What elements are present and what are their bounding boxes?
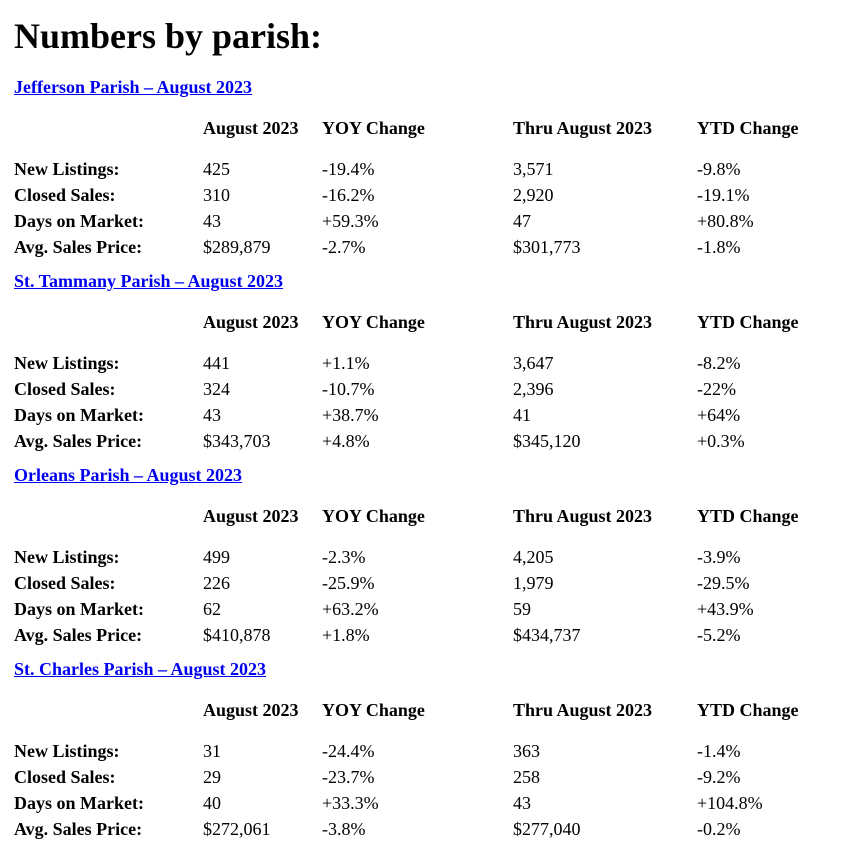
cell-value: -2.3% <box>322 547 366 567</box>
col-header-thru-august-2023: Thru August 2023 <box>513 506 653 526</box>
cell-value: -25.9% <box>322 573 375 593</box>
col-header-yoy-change: YOY Change <box>322 506 425 526</box>
cell-value: +0.3% <box>697 431 745 451</box>
cell-value: -23.7% <box>322 767 375 787</box>
row-label-new-listings: New Listings: <box>14 159 120 179</box>
section-st-tammany-parish <box>14 271 836 454</box>
cell-value: $272,061 <box>203 819 271 839</box>
cell-value: +104.8% <box>697 793 763 813</box>
cell-value: -3.8% <box>322 819 366 839</box>
cell-value: 425 <box>203 159 230 179</box>
cell-value: $410,878 <box>203 625 271 645</box>
cell-value: 4,205 <box>513 547 554 567</box>
cell-value: 43 <box>203 405 221 425</box>
row-label-avg-sales-price: Avg. Sales Price: <box>14 431 143 451</box>
cell-value: -10.7% <box>322 379 375 399</box>
cell-value: +80.8% <box>697 211 754 231</box>
table-row <box>14 208 836 234</box>
table-header-row <box>14 118 836 139</box>
cell-value: +38.7% <box>322 405 379 425</box>
cell-value: +43.9% <box>697 599 754 619</box>
cell-value: 324 <box>203 379 230 399</box>
cell-value: -3.9% <box>697 547 741 567</box>
cell-value: +63.2% <box>322 599 379 619</box>
cell-value: $345,120 <box>513 431 581 451</box>
row-label-days-on-market: Days on Market: <box>14 405 144 425</box>
cell-value: 43 <box>203 211 221 231</box>
row-label-avg-sales-price: Avg. Sales Price: <box>14 819 143 839</box>
cell-value: -9.2% <box>697 767 741 787</box>
table-row <box>14 596 836 622</box>
parish-link-st-charles[interactable]: St. Charles Parish – August 2023 <box>14 659 267 679</box>
col-header-ytd-change: YTD Change <box>697 118 799 138</box>
cell-value: 2,920 <box>513 185 554 205</box>
row-label-new-listings: New Listings: <box>14 547 120 567</box>
cell-value: 29 <box>203 767 221 787</box>
col-header-august-2023: August 2023 <box>203 700 299 720</box>
cell-value: +1.8% <box>322 625 370 645</box>
cell-value: +64% <box>697 405 741 425</box>
parish-link-jefferson[interactable]: Jefferson Parish – August 2023 <box>14 77 252 97</box>
row-label-new-listings: New Listings: <box>14 353 120 373</box>
cell-value: -1.8% <box>697 237 741 257</box>
table-row <box>14 402 836 428</box>
cell-value: +33.3% <box>322 793 379 813</box>
cell-value: 62 <box>203 599 221 619</box>
cell-value: 258 <box>513 767 540 787</box>
section-orleans-parish <box>14 465 836 648</box>
cell-value: -2.7% <box>322 237 366 257</box>
cell-value: -5.2% <box>697 625 741 645</box>
col-header-thru-august-2023: Thru August 2023 <box>513 118 653 138</box>
cell-value: $434,737 <box>513 625 581 645</box>
cell-value: -19.1% <box>697 185 750 205</box>
table-row <box>14 182 836 208</box>
table-row <box>14 350 836 376</box>
cell-value: -29.5% <box>697 573 750 593</box>
cell-value: 2,396 <box>513 379 554 399</box>
table-row <box>14 570 836 596</box>
col-header-thru-august-2023: Thru August 2023 <box>513 700 653 720</box>
table-header-row <box>14 506 836 527</box>
table-row <box>14 738 836 764</box>
col-header-august-2023: August 2023 <box>203 506 299 526</box>
cell-value: 1,979 <box>513 573 554 593</box>
section-st-charles-parish <box>14 659 836 842</box>
cell-value: 441 <box>203 353 230 373</box>
cell-value: 31 <box>203 741 221 761</box>
col-header-yoy-change: YOY Change <box>322 118 425 138</box>
table-row <box>14 428 836 454</box>
cell-value: 363 <box>513 741 540 761</box>
table-row <box>14 544 836 570</box>
col-header-ytd-change: YTD Change <box>697 312 799 332</box>
row-label-days-on-market: Days on Market: <box>14 211 144 231</box>
cell-value: 40 <box>203 793 221 813</box>
row-label-new-listings: New Listings: <box>14 741 120 761</box>
cell-value: 499 <box>203 547 230 567</box>
cell-value: -1.4% <box>697 741 741 761</box>
row-label-closed-sales: Closed Sales: <box>14 185 116 205</box>
table-row <box>14 816 836 842</box>
table-header-row <box>14 312 836 333</box>
cell-value: 310 <box>203 185 230 205</box>
cell-value: -19.4% <box>322 159 375 179</box>
col-header-august-2023: August 2023 <box>203 118 299 138</box>
cell-value: 3,571 <box>513 159 554 179</box>
row-label-closed-sales: Closed Sales: <box>14 379 116 399</box>
cell-value: +4.8% <box>322 431 370 451</box>
parish-link-orleans[interactable]: Orleans Parish – August 2023 <box>14 465 243 485</box>
table-row <box>14 764 836 790</box>
cell-value: 47 <box>513 211 531 231</box>
cell-value: $277,040 <box>513 819 581 839</box>
cell-value: 41 <box>513 405 531 425</box>
page-title: Numbers by parish: <box>14 16 323 56</box>
cell-value: +59.3% <box>322 211 379 231</box>
cell-value: -0.2% <box>697 819 741 839</box>
cell-value: -24.4% <box>322 741 375 761</box>
cell-value: +1.1% <box>322 353 370 373</box>
row-label-closed-sales: Closed Sales: <box>14 573 116 593</box>
col-header-ytd-change: YTD Change <box>697 700 799 720</box>
table-header-row <box>14 700 836 721</box>
row-label-days-on-market: Days on Market: <box>14 599 144 619</box>
col-header-august-2023: August 2023 <box>203 312 299 332</box>
parish-link-st-tammany[interactable]: St. Tammany Parish – August 2023 <box>14 271 284 291</box>
table-row <box>14 790 836 816</box>
cell-value: -22% <box>697 379 736 399</box>
cell-value: $343,703 <box>203 431 271 451</box>
cell-value: -9.8% <box>697 159 741 179</box>
cell-value: -8.2% <box>697 353 741 373</box>
row-label-avg-sales-price: Avg. Sales Price: <box>14 237 143 257</box>
table-row <box>14 376 836 402</box>
row-label-avg-sales-price: Avg. Sales Price: <box>14 625 143 645</box>
cell-value: 59 <box>513 599 531 619</box>
col-header-yoy-change: YOY Change <box>322 700 425 720</box>
cell-value: -16.2% <box>322 185 375 205</box>
section-jefferson-parish <box>14 77 836 260</box>
cell-value: 226 <box>203 573 230 593</box>
table-row <box>14 156 836 182</box>
cell-value: $301,773 <box>513 237 581 257</box>
table-row <box>14 622 836 648</box>
table-row <box>14 234 836 260</box>
cell-value: 43 <box>513 793 531 813</box>
row-label-closed-sales: Closed Sales: <box>14 767 116 787</box>
cell-value: $289,879 <box>203 237 271 257</box>
col-header-ytd-change: YTD Change <box>697 506 799 526</box>
cell-value: 3,647 <box>513 353 554 373</box>
row-label-days-on-market: Days on Market: <box>14 793 144 813</box>
col-header-yoy-change: YOY Change <box>322 312 425 332</box>
col-header-thru-august-2023: Thru August 2023 <box>513 312 653 332</box>
